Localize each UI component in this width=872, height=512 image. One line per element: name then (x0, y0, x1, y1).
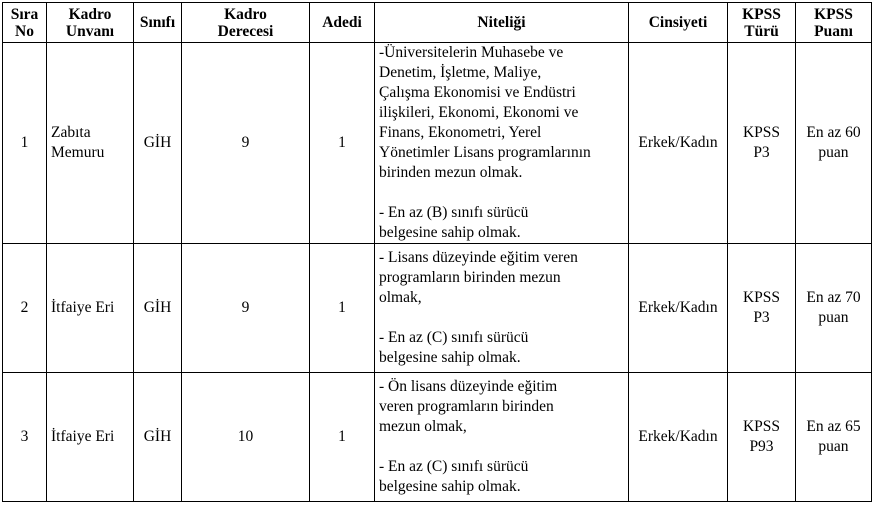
table-row (3, 43, 872, 244)
header-kpss-puani: KPSS Puanı (796, 3, 872, 43)
cell-sinif: GİH (134, 43, 182, 244)
table-row (3, 244, 872, 373)
cell-kpss-turu: KPSS P3 (728, 244, 796, 373)
cell-sinif: GİH (134, 244, 182, 373)
cell-kpss-puani: En az 70 puan (796, 244, 872, 373)
cell-sira: 1 (3, 43, 47, 244)
cell-nitelik: -Üniversitelerin Muhasebe ve Denetim, İşletme, Maliye, Çalışma Ekonomisi ve Endüstri ilişkileri, Ekonomi, Ekonomi ve Finans, Ekonometri, Yerel Yönetimler Lisans programlarının birinden mezun olmak. - En az (B) sınıfı sürücü belgesine sahip olmak. (375, 43, 629, 244)
table-row (3, 373, 872, 502)
header-kpss-turu: KPSS Türü (728, 3, 796, 43)
cell-derece: 10 (182, 373, 310, 502)
cell-unvan: İtfaiye Eri (47, 244, 134, 373)
header-sira-no: Sıra No (3, 3, 47, 43)
cell-sira: 3 (3, 373, 47, 502)
cell-cinsiyet: Erkek/Kadın (629, 244, 728, 373)
header-kadro-unvani: Kadro Unvanı (47, 3, 134, 43)
cell-kpss-turu: KPSS P93 (728, 373, 796, 502)
cell-kpss-turu: KPSS P3 (728, 43, 796, 244)
cell-nitelik: - Ön lisans düzeyinde eğitim veren programların birinden mezun olmak, - En az (C) sınıfı sürücü belgesine sahip olmak. (375, 373, 629, 502)
header-cinsiyeti: Cinsiyeti (629, 3, 728, 43)
cell-kpss-puani: En az 65 puan (796, 373, 872, 502)
cell-cinsiyet: Erkek/Kadın (629, 43, 728, 244)
cell-cinsiyet: Erkek/Kadın (629, 373, 728, 502)
kadro-table (2, 2, 872, 502)
cell-unvan: İtfaiye Eri (47, 373, 134, 502)
cell-unvan: Zabıta Memuru (47, 43, 134, 244)
header-kadro-derecesi: Kadro Derecesi (182, 3, 310, 43)
cell-derece: 9 (182, 244, 310, 373)
cell-sinif: GİH (134, 373, 182, 502)
header-sinifi: Sınıfı (134, 3, 182, 43)
header-adedi: Adedi (310, 3, 375, 43)
cell-adet: 1 (310, 373, 375, 502)
cell-derece: 9 (182, 43, 310, 244)
cell-adet: 1 (310, 43, 375, 244)
header-row (3, 3, 872, 43)
cell-adet: 1 (310, 244, 375, 373)
cell-kpss-puani: En az 60 puan (796, 43, 872, 244)
header-niteligi: Niteliği (375, 3, 629, 43)
cell-sira: 2 (3, 244, 47, 373)
cell-nitelik: - Lisans düzeyinde eğitim veren programların birinden mezun olmak, - En az (C) sınıfı sürücü belgesine sahip olmak. (375, 244, 629, 373)
